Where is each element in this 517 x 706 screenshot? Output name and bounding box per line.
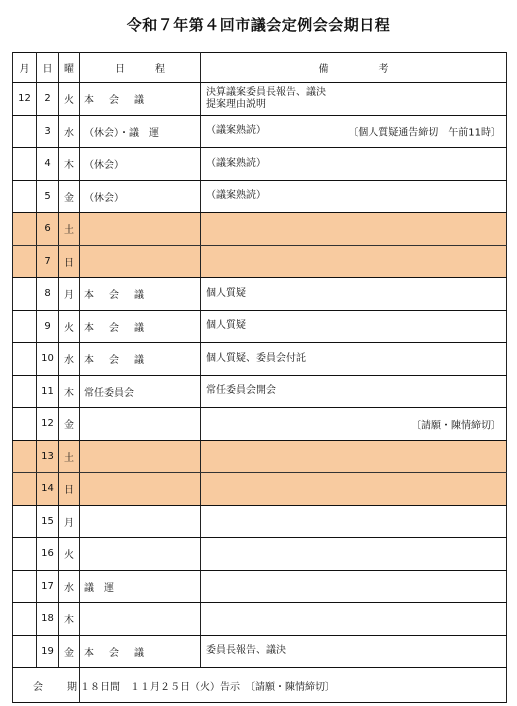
day-cell: 17	[37, 570, 59, 603]
month-cell	[13, 343, 37, 376]
event-label: 本会議	[84, 322, 144, 334]
header-month: 月	[13, 53, 37, 83]
header-remarks: 備 考	[201, 53, 507, 83]
remarks-cell	[201, 310, 507, 343]
schedule-row	[13, 213, 507, 246]
remark-line: 決算議案委員長報告、議決	[206, 86, 326, 98]
event-cell	[80, 180, 201, 213]
event-cell	[80, 148, 201, 181]
table-header-row	[13, 53, 507, 83]
event-cell	[80, 83, 201, 116]
remarks-cell	[201, 245, 507, 278]
day-cell: 10	[37, 343, 59, 376]
remarks-cell	[201, 375, 507, 408]
header-day: 日	[37, 53, 59, 83]
schedule-rows	[13, 83, 507, 668]
remarks-cell	[201, 635, 507, 668]
schedule-row	[13, 245, 507, 278]
weekday-cell: 木	[59, 148, 80, 181]
event-cell	[80, 310, 201, 343]
remarks-cell	[201, 473, 507, 506]
schedule-row	[13, 538, 507, 571]
remarks-cell	[201, 505, 507, 538]
day-cell: 2	[37, 83, 59, 116]
remarks-cell	[201, 115, 507, 148]
month-cell	[13, 180, 37, 213]
day-cell: 11	[37, 375, 59, 408]
event-cell	[80, 505, 201, 538]
month-cell	[13, 245, 37, 278]
weekday-cell: 火	[59, 83, 80, 116]
weekday-cell: 土	[59, 440, 80, 473]
event-cell	[80, 473, 201, 506]
remark-line: 委員長報告、議決	[206, 645, 286, 657]
weekday-cell: 木	[59, 375, 80, 408]
day-cell: 18	[37, 603, 59, 636]
remark-line: 個人質疑	[206, 287, 246, 299]
weekday-cell: 土	[59, 213, 80, 246]
weekday-cell: 金	[59, 408, 80, 441]
schedule-row	[13, 440, 507, 473]
weekday-cell: 金	[59, 635, 80, 668]
day-cell: 14	[37, 473, 59, 506]
day-cell: 16	[37, 538, 59, 571]
remarks-cell	[201, 603, 507, 636]
page-title: 令和７年第４回市議会定例会会期日程	[126, 16, 391, 34]
month-cell	[13, 635, 37, 668]
remark-line: （議案熟読）	[206, 125, 266, 137]
header-schedule: 日 程	[80, 53, 201, 83]
weekday-cell: 金	[59, 180, 80, 213]
day-cell: 3	[37, 115, 59, 148]
schedule-row	[13, 278, 507, 311]
event-cell	[80, 375, 201, 408]
weekday-cell: 水	[59, 115, 80, 148]
weekday-cell: 日	[59, 245, 80, 278]
weekday-cell: 火	[59, 310, 80, 343]
remark-line: 常任委員会開会	[206, 385, 276, 397]
schedule-row	[13, 115, 507, 148]
month-cell	[13, 310, 37, 343]
schedule-row	[13, 408, 507, 441]
session-schedule-table	[12, 52, 507, 703]
month-cell: 12	[13, 83, 37, 116]
remark-line: （議案熟読）	[206, 157, 266, 169]
event-cell	[80, 635, 201, 668]
month-cell	[13, 538, 37, 571]
schedule-row	[13, 473, 507, 506]
remarks-cell	[201, 278, 507, 311]
month-cell	[13, 440, 37, 473]
month-cell	[13, 505, 37, 538]
remarks-cell	[201, 408, 507, 441]
event-cell	[80, 408, 201, 441]
weekday-cell: 月	[59, 278, 80, 311]
schedule-row	[13, 603, 507, 636]
day-cell: 9	[37, 310, 59, 343]
schedule-row	[13, 180, 507, 213]
event-label: （休会）	[84, 192, 124, 204]
month-cell	[13, 408, 37, 441]
event-cell	[80, 570, 201, 603]
deadline-note: 〔請願・陳情締切〕	[411, 420, 501, 432]
schedule-row	[13, 505, 507, 538]
deadline-note: 〔個人質疑通告締切 午前11時〕	[348, 127, 501, 139]
month-cell	[13, 375, 37, 408]
weekday-cell: 水	[59, 570, 80, 603]
day-cell: 5	[37, 180, 59, 213]
day-cell: 6	[37, 213, 59, 246]
session-period-row	[13, 668, 507, 703]
month-cell	[13, 278, 37, 311]
event-label: （休会）	[84, 160, 124, 172]
month-cell	[13, 148, 37, 181]
month-cell	[13, 603, 37, 636]
event-label: 本会議	[84, 95, 144, 107]
day-cell: 13	[37, 440, 59, 473]
event-cell	[80, 538, 201, 571]
day-cell: 15	[37, 505, 59, 538]
event-label: 議 運	[84, 582, 114, 594]
schedule-row	[13, 148, 507, 181]
month-cell	[13, 473, 37, 506]
event-label: 本会議	[84, 647, 144, 659]
remarks-cell	[201, 148, 507, 181]
weekday-cell: 水	[59, 343, 80, 376]
event-cell	[80, 115, 201, 148]
event-label: 常任委員会	[84, 387, 134, 399]
remark-line: 個人質疑、委員会付託	[206, 352, 306, 364]
remark-line: （議案熟読）	[206, 190, 266, 202]
day-cell: 7	[37, 245, 59, 278]
weekday-cell: 日	[59, 473, 80, 506]
event-label: 本会議	[84, 355, 144, 367]
remark-line: 個人質疑	[206, 320, 246, 332]
remarks-cell	[201, 570, 507, 603]
weekday-cell: 月	[59, 505, 80, 538]
day-cell: 12	[37, 408, 59, 441]
day-cell: 19	[37, 635, 59, 668]
remarks-cell	[201, 180, 507, 213]
weekday-cell: 木	[59, 603, 80, 636]
event-cell	[80, 278, 201, 311]
remarks-cell	[201, 440, 507, 473]
event-cell	[80, 213, 201, 246]
day-cell: 4	[37, 148, 59, 181]
event-cell	[80, 440, 201, 473]
schedule-row	[13, 570, 507, 603]
day-cell: 8	[37, 278, 59, 311]
schedule-row	[13, 375, 507, 408]
event-cell	[80, 245, 201, 278]
event-label: 本会議	[84, 290, 144, 302]
remarks-cell	[201, 538, 507, 571]
event-label: （休会）・議 運	[84, 127, 159, 139]
month-cell	[13, 115, 37, 148]
schedule-row	[13, 310, 507, 343]
remark-line: 提案理由説明	[206, 98, 266, 110]
event-cell	[80, 343, 201, 376]
remarks-cell	[201, 343, 507, 376]
schedule-row	[13, 635, 507, 668]
month-cell	[13, 213, 37, 246]
remarks-cell	[201, 83, 507, 116]
schedule-row	[13, 343, 507, 376]
schedule-row	[13, 83, 507, 116]
remarks-cell	[201, 213, 507, 246]
event-cell	[80, 603, 201, 636]
session-period-label: 会期	[33, 681, 77, 693]
weekday-cell: 火	[59, 538, 80, 571]
header-weekday: 曜	[59, 53, 80, 83]
month-cell	[13, 570, 37, 603]
session-period-text: １８日間 １１月２５日（火）告示 〔請願・陳情締切〕	[80, 668, 507, 703]
